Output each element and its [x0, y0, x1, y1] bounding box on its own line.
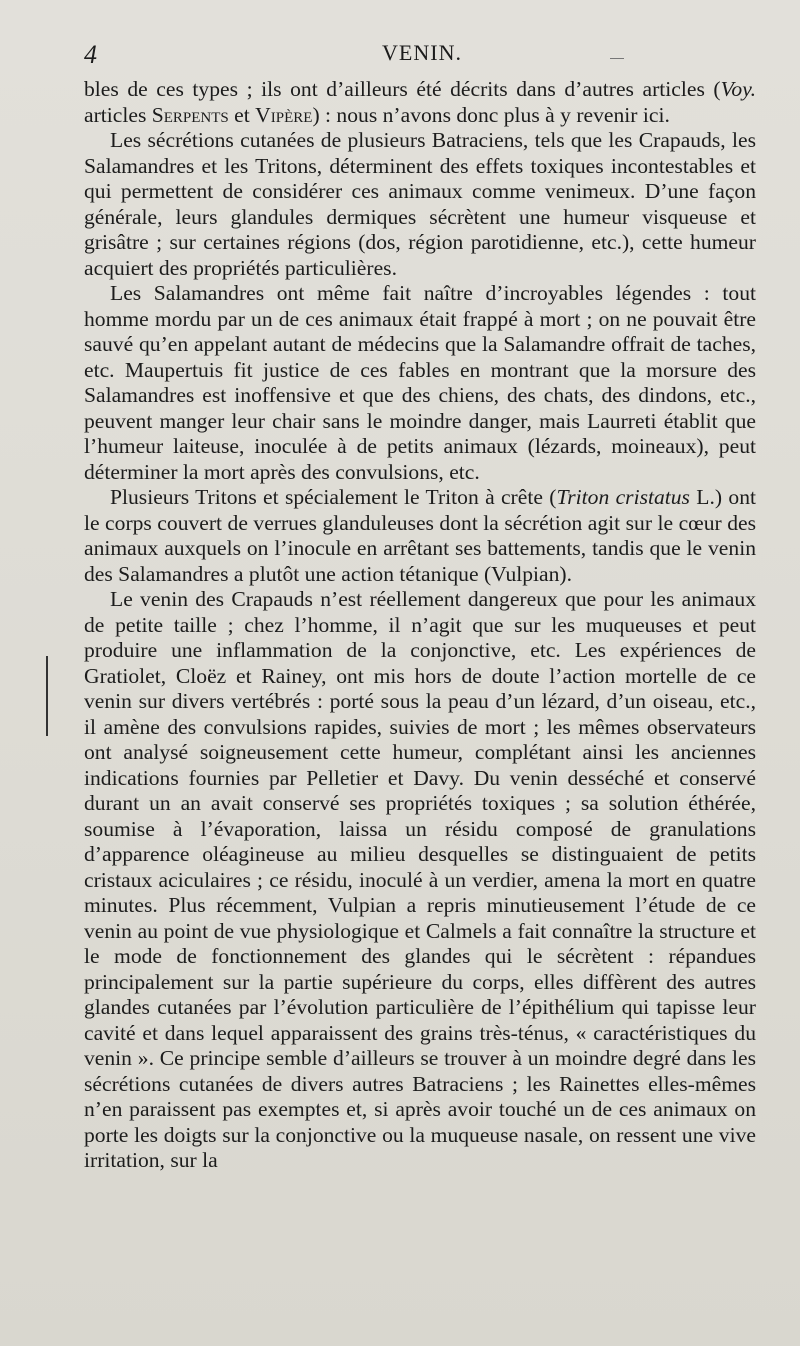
paragraph-continuation: bles de ces types ; ils ont d’ailleurs été décrits dans d’autres articles (Voy. articles Serpents et Vipère) : nous n’avons donc plus à y revenir ici.: [84, 77, 756, 127]
body-text: [84, 77, 756, 1174]
margin-line-mark: [46, 656, 48, 736]
page-number: 4: [84, 40, 97, 69]
species-name: Triton cristatus: [556, 485, 690, 509]
paragraph-crapauds: Le venin des Crapauds n’est réellement dangereux que pour les animaux de petite taille ; chez l’homme, il n’agit que sur les muqueuses et peut produire une inflammation de la conjonctive, etc. Les expériences de Gratiolet, Cloëz et Rainey, ont mis hors de doute l’action mortelle de ce venin sur divers vertébrés : porté sous la peau d’un lézard, d’un oiseau, etc., il amène des convulsions rapides, suivies de mort ; les mêmes observateurs ont analysé soigneusement cette humeur, complétant ainsi les anciennes indications fournies par Pelletier et Davy. Du venin desséché et conservé durant un an avait conservé ses propriétés toxiques ; sa solution éthérée, soumise à l’évaporation, laissa un résidu composé de granulations d’apparence oléagineuse au milieu desquelles se distinguaient de petits cristaux aciculaires ; ce résidu, inoculé à un verdier, amena la mort en quatre minutes. Plus récemment, Vulpian a repris minutieusement l’étude de ce venin au point de vue physiologique et Calmels a fait connaître la structure et le mode de fonctionnement des glandes qui le sécrètent : répandues principalement sur la partie supérieure du corps, elles diffèrent des autres glandes cutanées par l’évolution particulière de l’épithélium qui tapisse leur cavité et dans lequel apparaissent des grains très-ténus, « caractéristiques du venin ». Ce principe semble d’ailleurs se trouver à un moindre degré dans les sécrétions cutanées de divers autres Batraciens ; les Rainettes elles-mêmes n’en paraissent pas exemptes et, si après avoir touché un de ces animaux on porte les doigts sur la conjonctive ou la muqueuse nasale, on ressent une vive irritation, sur la: [84, 587, 756, 1172]
ref-serpents: Serpents: [151, 102, 229, 127]
stray-mark: [610, 58, 624, 59]
paragraph-batraciens: Les sécrétions cutanées de plusieurs Batraciens, tels que les Crapauds, les Salamandres et les Tritons, déterminent des effets toxiques incontestables et qui permettent de considérer ces animaux comme venimeux. D’une façon générale, leurs glandules dermiques sécrètent une humeur visqueuse et grisâtre ; sur certaines régions (dos, région parotidienne, etc.), cette humeur acquiert des propriétés particulières.: [84, 128, 756, 280]
paragraph-salamandres: Les Salamandres ont même fait naître d’incroyables légendes : tout homme mordu par un de ces animaux était frappé à mort ; on ne pouvait être sauvé qu’en appelant autant de médecins que la Salamandre offrait de taches, etc. Maupertuis fit justice de ces fables en montrant que la morsure des Salamandres est inoffensive et que des chiens, des chats, des dindons, etc., peuvent manger leur chair sans le moindre danger, mais Laurreti établit que l’humeur laiteuse, inoculée à de petits animaux (lézards, moineaux), peut déterminer la mort après des convulsions, etc.: [84, 281, 756, 484]
page-header: [84, 40, 760, 74]
running-head: VENIN.: [382, 40, 462, 65]
voy-abbrev: Voy.: [720, 77, 756, 101]
ref-vipere: Vipère: [255, 102, 313, 127]
paragraph-tritons: Plusieurs Tritons et spécialement le Triton à crête (Triton cristatus L.) ont le corps couvert de verrues glanduleuses dont la sécrétion agit sur le cœur des animaux auxquels on l’inocule en arrêtant ses battements, tandis que le venin des Salamandres a plutôt une action tétanique (Vulpian).: [84, 485, 756, 586]
